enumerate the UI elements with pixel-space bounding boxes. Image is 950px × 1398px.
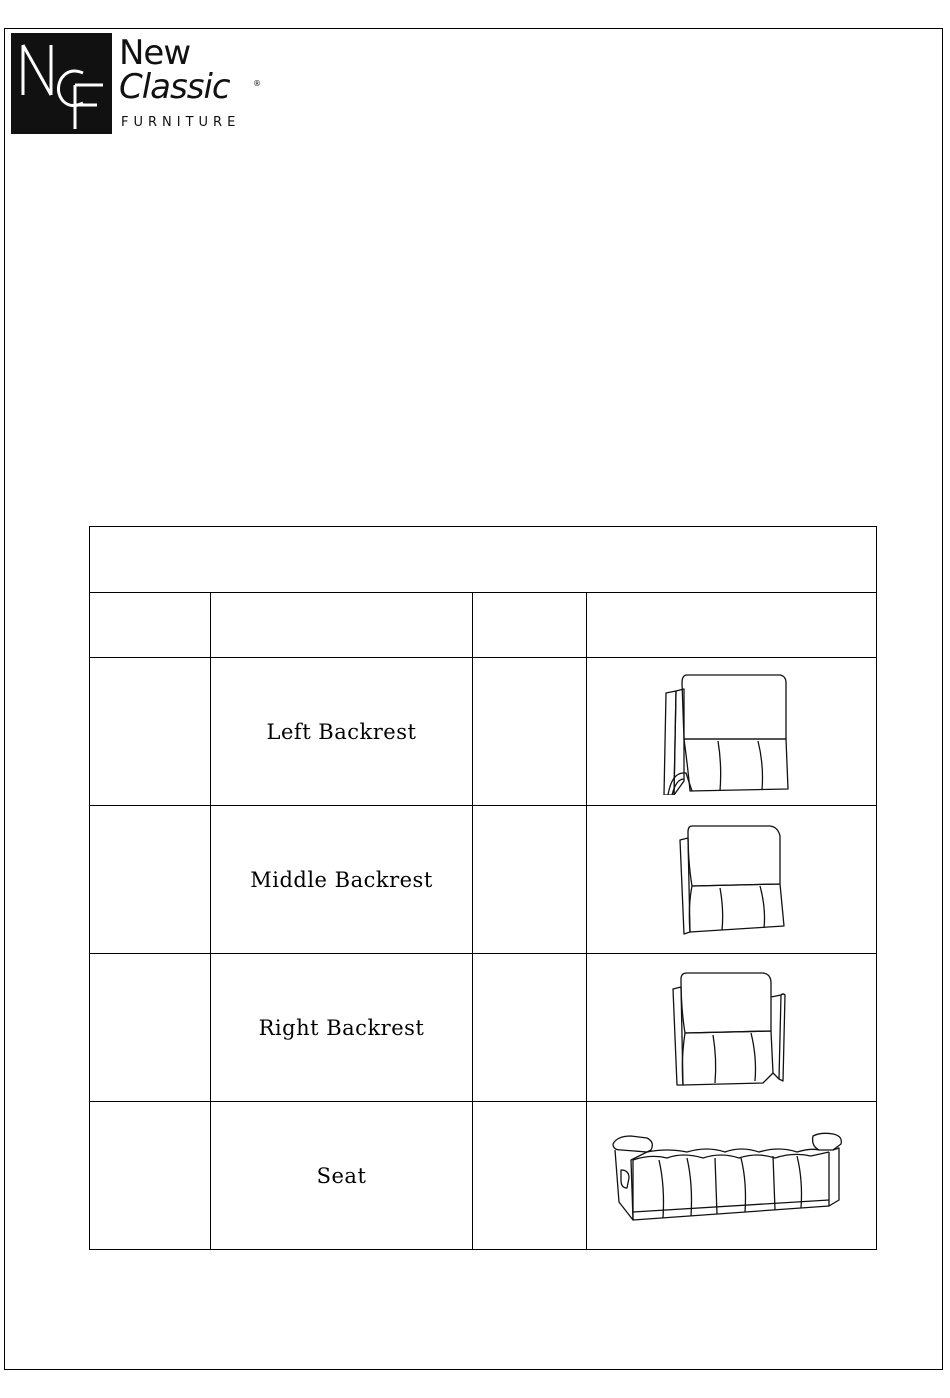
column-header-qty	[473, 593, 587, 658]
table-row	[90, 806, 877, 954]
part-number-cell	[90, 806, 211, 954]
table-row	[90, 1102, 877, 1250]
part-number-cell	[90, 658, 211, 806]
part-number-cell	[90, 1102, 211, 1250]
brand-word-furniture: FURNITURE	[121, 115, 241, 130]
sofa-seat-icon	[607, 1130, 857, 1222]
column-header-name	[211, 593, 473, 658]
part-illustration-cell	[587, 658, 877, 806]
part-name-cell	[211, 954, 473, 1102]
part-qty-cell	[473, 658, 587, 806]
column-header-row	[90, 593, 877, 658]
column-header-illustration	[587, 593, 877, 658]
part-illustration-cell	[587, 1102, 877, 1250]
brand-logo	[11, 33, 261, 134]
brand-wordmark	[119, 33, 259, 134]
part-illustration-cell	[587, 806, 877, 954]
part-name-cell	[211, 806, 473, 954]
part-qty-cell	[473, 1102, 587, 1250]
part-illustration-cell	[587, 954, 877, 1102]
part-name-cell	[211, 658, 473, 806]
left-backrest-icon	[662, 669, 802, 795]
brand-word-new: New	[119, 33, 191, 73]
registered-mark: ®	[253, 79, 261, 88]
table-row	[90, 954, 877, 1102]
middle-backrest-icon	[676, 822, 788, 938]
parts-list-table	[89, 526, 877, 1250]
table-row	[90, 658, 877, 806]
brand-word-classic: Classic	[119, 67, 230, 107]
table-title	[90, 527, 877, 593]
part-qty-cell	[473, 806, 587, 954]
right-backrest-icon	[667, 969, 797, 1087]
table-title-row	[90, 527, 877, 593]
part-name-cell	[211, 1102, 473, 1250]
part-name: Right Backrest	[258, 1015, 425, 1040]
column-header-number	[90, 593, 211, 658]
part-name: Left Backrest	[266, 719, 417, 744]
part-number-cell	[90, 954, 211, 1102]
part-qty-cell	[473, 954, 587, 1102]
part-name: Middle Backrest	[250, 867, 433, 892]
part-name: Seat	[316, 1163, 367, 1188]
ncf-monogram-icon	[11, 33, 112, 134]
